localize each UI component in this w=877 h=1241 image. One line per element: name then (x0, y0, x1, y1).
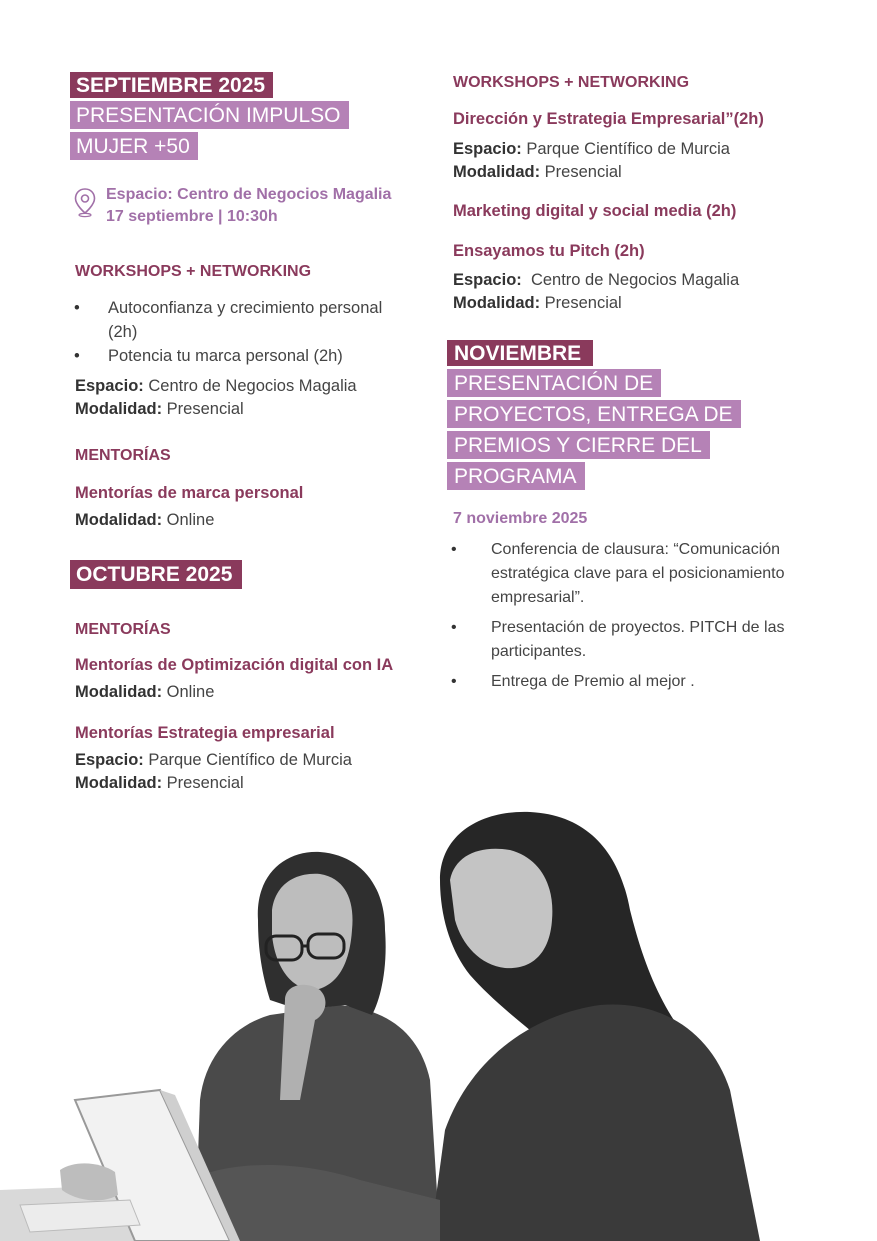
november-title-line-1: PRESENTACIÓN DE (447, 369, 661, 397)
workshop-3-space-row (447, 269, 827, 292)
mode-label: Modalidad: (75, 400, 163, 418)
mode-value: Presencial (544, 294, 622, 312)
space-value: Centro de Negocios Magalia (530, 271, 740, 289)
september-title-line-1: PRESENTACIÓN IMPULSO (70, 101, 349, 129)
october-month-label: OCTUBRE 2025 (70, 560, 242, 589)
list-item: • Autoconfianza y crecimiento personal (2h) (70, 296, 430, 344)
september-header (70, 72, 430, 160)
workshop-1-title: Dirección y Estrategia Empresarial”(2h) (453, 110, 764, 128)
list-item: • Presentación de proyectos. PITCH de las participantes. (447, 616, 807, 664)
workshop-1-mode-row (447, 161, 827, 184)
september-date-time: 17 septiembre | 10:30h (106, 208, 278, 225)
space-value: Centro de Negocios Magalia (148, 377, 357, 395)
mode-value: Presencial (166, 400, 244, 418)
november-header (447, 340, 827, 490)
space-value: Parque Científico de Murcia (526, 140, 730, 158)
space-label: Espacio: (453, 140, 522, 158)
october-mentoria-1-title: Mentorías de Optimización digital con IA (75, 656, 394, 674)
october-mentoria-1-mode-row (70, 681, 430, 704)
october-workshops-heading: WORKSHOPS + NETWORKING (453, 74, 690, 91)
space-value: Parque Científico de Murcia (148, 751, 352, 769)
mode-label: Modalidad: (75, 683, 163, 701)
november-title-line-4: PROGRAMA (447, 462, 585, 490)
workshop-2-title: Marketing digital y social media (2h) (453, 202, 737, 220)
mode-label: Modalidad: (453, 294, 541, 312)
space-label: Espacio: (75, 751, 144, 769)
november-title-line-3: PREMIOS Y CIERRE DEL (447, 431, 710, 459)
two-women-laptop-photo (0, 800, 877, 1241)
mode-label: Modalidad: (75, 774, 163, 792)
mode-value: Online (166, 511, 215, 529)
october-mentoria-2-mode-row (70, 772, 430, 795)
map-pin-icon (74, 188, 96, 218)
september-space-row (70, 375, 430, 398)
mode-value: Presencial (166, 774, 244, 792)
list-item: • Conferencia de clausura: “Comunicación estratégica clave para el posicionamiento empresarial”. (447, 538, 807, 610)
november-title-line-2: PROYECTOS, ENTREGA DE (447, 400, 741, 428)
november-month-label: NOVIEMBRE (447, 340, 593, 366)
september-month-label: SEPTIEMBRE 2025 (70, 72, 273, 98)
left-column (70, 72, 430, 795)
november-date: 7 noviembre 2025 (453, 510, 588, 527)
september-location-block (70, 184, 430, 228)
september-mentoria-mode-row (70, 509, 430, 532)
october-mentorias-heading: MENTORÍAS (75, 621, 171, 638)
september-workshops-heading: WORKSHOPS + NETWORKING (75, 263, 312, 280)
workshop-3-title: Ensayamos tu Pitch (2h) (453, 242, 645, 260)
september-title-line-2: MUJER +50 (70, 132, 198, 160)
september-workshop-list (70, 296, 430, 368)
mode-value: Online (166, 683, 215, 701)
mode-label: Modalidad: (453, 163, 541, 181)
september-location: Espacio: Centro de Negocios Magalia (106, 186, 392, 203)
september-mentorias-heading: MENTORÍAS (75, 447, 171, 464)
november-list (447, 538, 827, 694)
mode-value: Presencial (544, 163, 622, 181)
october-mentoria-2-title: Mentorías Estrategia empresarial (75, 724, 335, 742)
october-mentoria-2-space-row (70, 749, 430, 772)
right-column (447, 72, 827, 694)
workshop-3-mode-row (447, 292, 827, 315)
mode-label: Modalidad: (75, 511, 163, 529)
october-header (70, 560, 430, 589)
space-label: Espacio: (453, 271, 522, 289)
list-item: • Entrega de Premio al mejor . (447, 670, 807, 694)
september-mode-row (70, 398, 430, 421)
list-item: • Potencia tu marca personal (2h) (70, 344, 430, 368)
workshop-1-space-row (447, 138, 827, 161)
september-mentoria-title: Mentorías de marca personal (75, 484, 304, 502)
space-label: Espacio: (75, 377, 144, 395)
